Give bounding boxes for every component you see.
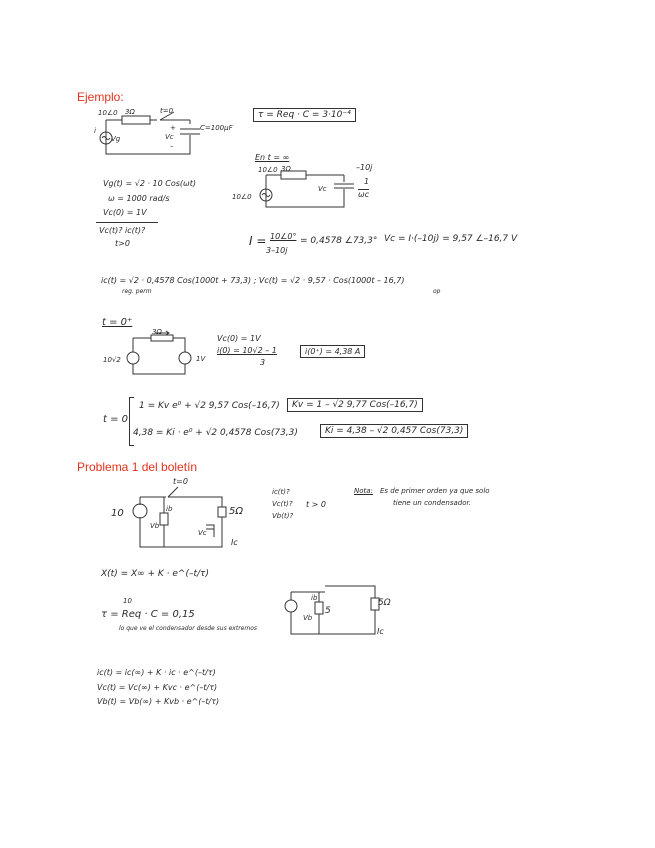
circuit-5 <box>283 582 383 642</box>
c2-title: En t = ∞ <box>255 153 290 162</box>
note-text-1: Es de primer orden ya que solo <box>380 487 490 495</box>
c2-src-label: 10∠0 <box>232 193 252 201</box>
c5-vb-label: Vb <box>303 614 313 622</box>
circuit-3 <box>123 330 195 382</box>
phasor-i-lhs: I = <box>249 234 267 248</box>
tau-sup: 10 <box>123 597 132 605</box>
c2-frac-den: ωc <box>358 190 370 199</box>
ic0-line3: 3 <box>260 358 266 367</box>
ic0-line1: Vc(0) = 1V <box>217 334 261 343</box>
c5-ib-label: ib <box>311 594 318 602</box>
c3-resistor-label: 3Ω <box>152 328 162 336</box>
eq-ic: ic(t) = ic(∞) + K · ic · e^(–t/τ) <box>97 668 216 677</box>
c4-vb-label: Vb <box>150 522 160 530</box>
c2-resistor-label: 3Ω <box>281 165 291 173</box>
c5-r2-label: 5Ω <box>378 598 391 608</box>
p1-unknown-3: Vb(t)? <box>272 512 294 520</box>
given-1: Vg(t) = √2 · 10 Cos(ωt) <box>103 179 196 188</box>
p1-unknown-1: ic(t)? <box>272 488 290 496</box>
circuit-4 <box>126 485 244 555</box>
p1-t-cond: t > 0 <box>306 500 327 509</box>
steady-state-eq: ic(t) = √2 · 0,4578 Cos(1000t + 73,3) ; Vc(t) = √2 · 9,57 · Cos(1000t – 16,7) <box>101 276 405 285</box>
c5-ic-label: Ic <box>377 627 384 636</box>
note-text-2: tiene un condensador. <box>393 499 471 507</box>
c4-ib-label: ib <box>166 505 173 513</box>
c1-vc-minus: – <box>170 142 174 150</box>
c4-ic-label: Ic <box>231 538 238 547</box>
system-brace <box>129 397 134 446</box>
general-solution: X(t) = X∞ + K · e^(–t/τ) <box>101 569 209 579</box>
steady-sub-v: op <box>433 288 441 295</box>
c4-src-label: 10 <box>111 508 124 519</box>
eq-vb: Vb(t) = Vb(∞) + Kvb · e^(–t/τ) <box>97 697 220 706</box>
note-label: Nota: <box>354 487 373 495</box>
phasor-i-den: 3–10j <box>266 246 288 255</box>
tau-note: lo que ve el condensador desde sus extremos <box>119 625 257 632</box>
phasor-i-num: 10∠0° <box>270 232 297 241</box>
steady-sub-i: reg. perm <box>122 288 152 295</box>
eq-vc: Vc(t) = Vc(∞) + Kvc · e^(–t/τ) <box>97 683 218 692</box>
heading-ejemplo: Ejemplo: <box>77 90 124 104</box>
tau-eq: τ = Req · C = 0,15 <box>101 609 195 620</box>
c5-r1-label: 5 <box>325 606 331 616</box>
c1-vg-label: Vg <box>111 135 121 143</box>
t-cond-1: t>0 <box>115 239 130 248</box>
phasor-v: Vc = I·(–10j) = 9,57 ∠–16,7 V <box>384 234 518 244</box>
c2-cap-imp: –10j <box>356 163 373 172</box>
tau-box: τ = Req · C = 3·10⁻⁴ <box>253 108 356 122</box>
given-divider <box>96 222 158 223</box>
c4-vc-label: Vc <box>198 529 207 537</box>
ic0-line2: i(0) = 10√2 – 1 <box>217 346 277 355</box>
system-t0: t = 0 <box>103 414 129 425</box>
c1-node-i: i <box>94 127 96 135</box>
system-eq2: 4,38 = Ki · e⁰ + √2 0,4578 Cos(73,3) <box>133 428 298 438</box>
c3-vsrc-label: 1V <box>196 355 206 363</box>
c2-vc-label: Vc <box>318 185 327 193</box>
c2-frac-num: 1 <box>364 177 370 186</box>
system-eq1: 1 = Kv e⁰ + √2 9,57 Cos(–16,7) <box>139 401 280 411</box>
system-eq2-box: Ki = 4,38 – √2 0,457 Cos(73,3) <box>320 424 468 438</box>
c1-cap-label: C=100μF <box>200 124 233 132</box>
c4-switch-label: t=0 <box>173 477 188 486</box>
unknowns-1: Vc(t)? ic(t)? <box>99 226 146 235</box>
p1-unknown-2: Vc(t)? <box>272 500 293 508</box>
c3-src-label: 10√2 <box>103 356 121 364</box>
heading-problema: Problema 1 del boletín <box>77 460 198 474</box>
c4-r1-label: 5Ω <box>229 506 244 517</box>
given-2: ω = 1000 rad/s <box>108 194 170 203</box>
c2-src-amp: 10∠0 <box>258 166 278 174</box>
t0-title: t = 0⁺ <box>102 317 133 328</box>
phasor-i-rhs: = 0,4578 ∠73,3° <box>300 236 378 246</box>
system-eq1-box: Kv = 1 – √2 9,77 Cos(–16,7) <box>287 398 423 412</box>
c1-resistor-label: 3Ω <box>125 108 135 116</box>
given-3: Vc(0) = 1V <box>103 208 147 217</box>
c1-switch-label: t=0 <box>160 107 174 115</box>
ic0-box: i(0⁺) = 4,38 A <box>300 345 365 358</box>
c1-vc-plus: + <box>170 124 176 132</box>
c1-src-amp: 10∠0 <box>98 109 118 117</box>
c1-vc-label: Vc <box>165 133 174 141</box>
